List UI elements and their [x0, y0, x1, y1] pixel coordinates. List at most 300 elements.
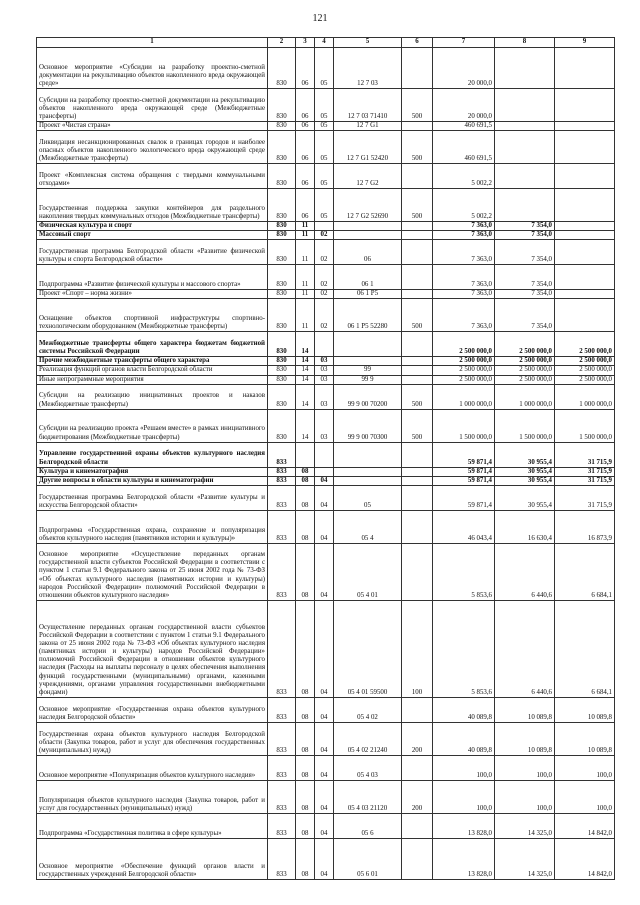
cell-v1: 59 871,4 — [433, 442, 495, 467]
cell-v3: 31 715,9 — [555, 467, 615, 476]
cell-v3: 2 500 000,0 — [555, 357, 615, 366]
cell-vr: 100 — [402, 600, 433, 697]
table-row — [37, 697, 615, 722]
cell-v3 — [555, 48, 615, 89]
cell-v2: 6 440,6 — [495, 543, 555, 600]
cell-name: Основное мероприятие «Государственная охрана объектов культурного наследия Белгородской области» — [37, 697, 268, 722]
cell-vr: 500 — [402, 409, 433, 442]
cell-rz: 14 — [296, 409, 315, 442]
cell-rz: 14 — [296, 357, 315, 366]
cell-csr — [334, 442, 402, 467]
cell-adm: 830 — [268, 222, 296, 231]
cell-vr — [402, 467, 433, 476]
cell-vr — [402, 813, 433, 838]
cell-adm: 833 — [268, 697, 296, 722]
cell-v2 — [495, 122, 555, 131]
cell-v1: 7 363,0 — [433, 240, 495, 265]
cell-v2: 30 955,4 — [495, 442, 555, 467]
cell-v1: 100,0 — [433, 755, 495, 780]
cell-vr — [402, 366, 433, 375]
cell-adm: 830 — [268, 231, 296, 240]
cell-csr: 05 6 — [334, 813, 402, 838]
cell-csr: 06 1 P5 52280 — [334, 299, 402, 332]
cell-adm: 830 — [268, 122, 296, 131]
cell-rz: 14 — [296, 332, 315, 357]
cell-v1: 7 363,0 — [433, 290, 495, 299]
cell-adm: 830 — [268, 131, 296, 164]
cell-vr — [402, 48, 433, 89]
cell-name: Массовый спорт — [37, 231, 268, 240]
cell-rz: 08 — [296, 476, 315, 485]
cell-rz: 08 — [296, 813, 315, 838]
cell-v3: 10 089,8 — [555, 697, 615, 722]
cell-pr: 05 — [315, 164, 334, 189]
cell-adm: 833 — [268, 600, 296, 697]
table-row — [37, 231, 615, 240]
cell-csr: 12 7 G2 — [334, 164, 402, 189]
cell-v1: 5 002,2 — [433, 189, 495, 222]
column-header: 7 — [433, 38, 495, 48]
cell-name: Проект «Комплексная система обращения с твердыми коммунальными отходами» — [37, 164, 268, 189]
cell-adm: 830 — [268, 299, 296, 332]
cell-rz: 11 — [296, 265, 315, 290]
cell-v2: 100,0 — [495, 755, 555, 780]
cell-rz: 06 — [296, 189, 315, 222]
cell-v3: 31 715,9 — [555, 485, 615, 510]
cell-pr: 05 — [315, 131, 334, 164]
cell-v2 — [495, 48, 555, 89]
table-row — [37, 189, 615, 222]
cell-v1: 46 043,4 — [433, 510, 495, 543]
table-row — [37, 89, 615, 122]
cell-rz: 08 — [296, 722, 315, 755]
cell-v1: 40 089,8 — [433, 697, 495, 722]
cell-name: Субсидии на разработку проектно-сметной документации на рекультивацию объектов накопленного вреда окружающей среде (Межбюджетные трансферты) — [37, 89, 268, 122]
cell-vr: 500 — [402, 299, 433, 332]
cell-vr: 200 — [402, 722, 433, 755]
cell-name: Популяризация объектов культурного наследия (Закупка товаров, работ и услуг для государственных (муниципальных) нужд) — [37, 780, 268, 813]
cell-csr: 12 7 G2 52690 — [334, 189, 402, 222]
cell-adm: 833 — [268, 722, 296, 755]
cell-name: Государственная поддержка закупки контейнеров для раздельного накопления твердых коммунальных отходов (Межбюджетные трансферты) — [37, 189, 268, 222]
cell-pr: 02 — [315, 299, 334, 332]
cell-csr: 06 1 P5 — [334, 290, 402, 299]
table-row — [37, 467, 615, 476]
cell-csr: 99 9 00 70200 — [334, 384, 402, 409]
cell-rz: 08 — [296, 755, 315, 780]
cell-name: Основное мероприятие «Обеспечение функций органов власти и государственных учреждений Белгородской области» — [37, 838, 268, 879]
cell-vr — [402, 543, 433, 600]
cell-v3: 6 684,1 — [555, 543, 615, 600]
cell-name: Межбюджетные трансферты общего характера бюджетам бюджетной системы Российской Федерации — [37, 332, 268, 357]
cell-csr — [334, 476, 402, 485]
cell-v1: 20 000,0 — [433, 89, 495, 122]
cell-adm: 833 — [268, 476, 296, 485]
cell-vr — [402, 442, 433, 467]
cell-v1: 5 853,6 — [433, 543, 495, 600]
cell-rz: 14 — [296, 375, 315, 384]
cell-v1: 7 363,0 — [433, 231, 495, 240]
cell-pr: 02 — [315, 290, 334, 299]
table-row — [37, 290, 615, 299]
cell-v3 — [555, 240, 615, 265]
column-header: 1 — [37, 38, 268, 48]
cell-pr: 03 — [315, 357, 334, 366]
table-row — [37, 164, 615, 189]
cell-v1: 59 871,4 — [433, 467, 495, 476]
cell-v3 — [555, 299, 615, 332]
cell-v2: 7 354,0 — [495, 231, 555, 240]
cell-v2: 7 354,0 — [495, 299, 555, 332]
cell-pr: 05 — [315, 89, 334, 122]
cell-csr: 99 9 — [334, 375, 402, 384]
column-header: 2 — [268, 38, 296, 48]
cell-name: Реализация функций органов власти Белгородской области — [37, 366, 268, 375]
cell-name: Подпрограмма «Государственная охрана, сохранение и популяризация объектов культурного наследия (памятников истории и культуры)» — [37, 510, 268, 543]
cell-v2 — [495, 164, 555, 189]
cell-pr: 04 — [315, 780, 334, 813]
cell-v3: 2 500 000,0 — [555, 375, 615, 384]
cell-v2: 100,0 — [495, 780, 555, 813]
cell-vr — [402, 290, 433, 299]
cell-vr — [402, 476, 433, 485]
cell-v1: 2 500 000,0 — [433, 366, 495, 375]
cell-csr — [334, 231, 402, 240]
header-row — [37, 38, 615, 48]
cell-v1: 13 828,0 — [433, 813, 495, 838]
cell-adm: 830 — [268, 384, 296, 409]
cell-rz: 06 — [296, 164, 315, 189]
cell-v2: 6 440,6 — [495, 600, 555, 697]
cell-v3 — [555, 265, 615, 290]
cell-v1: 7 363,0 — [433, 265, 495, 290]
table-row — [37, 357, 615, 366]
cell-vr — [402, 231, 433, 240]
cell-adm: 830 — [268, 357, 296, 366]
cell-csr — [334, 222, 402, 231]
table-row — [37, 131, 615, 164]
cell-csr: 05 — [334, 485, 402, 510]
cell-rz: 08 — [296, 510, 315, 543]
cell-vr — [402, 240, 433, 265]
cell-name: Управление государственной охраны объектов культурного наследия Белгородской области — [37, 442, 268, 467]
cell-csr — [334, 467, 402, 476]
cell-rz: 06 — [296, 48, 315, 89]
cell-v3: 31 715,9 — [555, 476, 615, 485]
table-row — [37, 813, 615, 838]
cell-rz: 11 — [296, 240, 315, 265]
cell-rz: 08 — [296, 485, 315, 510]
cell-adm: 833 — [268, 813, 296, 838]
cell-vr — [402, 332, 433, 357]
cell-vr: 500 — [402, 189, 433, 222]
table-row — [37, 409, 615, 442]
cell-adm: 830 — [268, 164, 296, 189]
cell-rz: 08 — [296, 780, 315, 813]
table-row — [37, 838, 615, 879]
cell-name: Оснащение объектов спортивной инфраструктуры спортивно-технологическим оборудованием (Межбюджетные трансферты) — [37, 299, 268, 332]
cell-v3 — [555, 231, 615, 240]
cell-vr — [402, 222, 433, 231]
cell-v1: 7 363,0 — [433, 299, 495, 332]
cell-v3 — [555, 122, 615, 131]
cell-name: Ликвидация несанкционированных свалок в границах городов и наиболее опасных объектов накопленного экологического вреда окружающей среде (Межбюджетные трансферты) — [37, 131, 268, 164]
cell-adm: 833 — [268, 838, 296, 879]
cell-vr — [402, 510, 433, 543]
cell-adm: 833 — [268, 755, 296, 780]
cell-csr: 05 4 01 59500 — [334, 600, 402, 697]
cell-rz — [296, 442, 315, 467]
cell-name: Прочие межбюджетные трансферты общего характера — [37, 357, 268, 366]
cell-v3 — [555, 89, 615, 122]
cell-v2: 30 955,4 — [495, 467, 555, 476]
cell-csr — [334, 357, 402, 366]
cell-name: Осуществление переданных органам государственной власти субъектов Российской Федерации в соответствии с пунктом 1 статьи 9.1 Федерального закона от 25 июня 2002 года № 73-ФЗ «Об объектах культурного наследия (памятниках истории и культуры) народов Российской Федерации» полномочий Российской Федерации в отношении объектов культурного наследия (Расходы на выплаты персоналу в целях обеспечения выполнения функций государственными (муниципальными) органами, казенными учреждениями, органами управления государственными внебюджетными фондами) — [37, 600, 268, 697]
cell-name: Субсидии на реализацию инициативных проектов и наказов (Межбюджетные трансферты) — [37, 384, 268, 409]
cell-csr: 06 — [334, 240, 402, 265]
cell-vr — [402, 122, 433, 131]
table-body — [37, 48, 615, 880]
cell-v1: 100,0 — [433, 780, 495, 813]
cell-csr: 12 7 03 71410 — [334, 89, 402, 122]
cell-csr: 05 4 — [334, 510, 402, 543]
cell-adm: 833 — [268, 510, 296, 543]
cell-pr: 04 — [315, 476, 334, 485]
cell-v2: 30 955,4 — [495, 485, 555, 510]
table-row — [37, 600, 615, 697]
cell-rz: 06 — [296, 122, 315, 131]
cell-rz: 06 — [296, 89, 315, 122]
cell-pr: 03 — [315, 375, 334, 384]
cell-v1: 460 691,5 — [433, 122, 495, 131]
cell-vr — [402, 265, 433, 290]
cell-v2: 7 354,0 — [495, 290, 555, 299]
cell-vr — [402, 357, 433, 366]
cell-v1: 20 000,0 — [433, 48, 495, 89]
cell-rz: 14 — [296, 384, 315, 409]
cell-v1: 13 828,0 — [433, 838, 495, 879]
cell-adm: 830 — [268, 290, 296, 299]
cell-v1: 2 500 000,0 — [433, 375, 495, 384]
cell-vr — [402, 755, 433, 780]
cell-v3: 1 000 000,0 — [555, 384, 615, 409]
cell-adm: 830 — [268, 89, 296, 122]
cell-pr: 04 — [315, 543, 334, 600]
cell-v2: 2 500 000,0 — [495, 375, 555, 384]
cell-rz: 11 — [296, 290, 315, 299]
cell-csr: 12 7 03 — [334, 48, 402, 89]
cell-pr: 02 — [315, 240, 334, 265]
table-row — [37, 510, 615, 543]
cell-rz: 11 — [296, 299, 315, 332]
cell-name: Основное мероприятие «Осуществление переданных органам государственной власти субъектов Российской Федерации в соответствии с пунктом 1 статьи 9.1 Федерального закона от 25 июня 2002 года № 73-ФЗ «Об объектах культурного наследия (памятниках истории и культуры) народов Российской Федерации» полномочий Российской Федерации в отношении объектов культурного наследия» — [37, 543, 268, 600]
cell-v3 — [555, 164, 615, 189]
cell-pr: 04 — [315, 510, 334, 543]
cell-v1: 5 853,6 — [433, 600, 495, 697]
cell-name: Культура и кинематография — [37, 467, 268, 476]
cell-rz: 14 — [296, 366, 315, 375]
table-row — [37, 240, 615, 265]
cell-v1: 7 363,0 — [433, 222, 495, 231]
cell-v2: 1 500 000,0 — [495, 409, 555, 442]
cell-v2 — [495, 131, 555, 164]
cell-v3: 100,0 — [555, 780, 615, 813]
table-row — [37, 543, 615, 600]
cell-v2: 2 500 000,0 — [495, 332, 555, 357]
cell-name: Проект «Чистая страна» — [37, 122, 268, 131]
cell-rz: 06 — [296, 131, 315, 164]
cell-vr: 200 — [402, 780, 433, 813]
cell-adm: 830 — [268, 375, 296, 384]
cell-vr — [402, 838, 433, 879]
cell-v2: 16 630,4 — [495, 510, 555, 543]
cell-v1: 59 871,4 — [433, 485, 495, 510]
cell-adm: 833 — [268, 442, 296, 467]
cell-v3: 2 500 000,0 — [555, 332, 615, 357]
table-row — [37, 48, 615, 89]
cell-v1: 2 500 000,0 — [433, 357, 495, 366]
cell-v2 — [495, 89, 555, 122]
cell-v3: 31 715,9 — [555, 442, 615, 467]
cell-v2: 1 000 000,0 — [495, 384, 555, 409]
budget-table — [36, 37, 615, 880]
cell-v1: 460 691,5 — [433, 131, 495, 164]
column-header: 8 — [495, 38, 555, 48]
table-row — [37, 222, 615, 231]
cell-csr — [334, 332, 402, 357]
cell-v2: 30 955,4 — [495, 476, 555, 485]
page-number: 121 — [312, 13, 328, 24]
cell-rz: 11 — [296, 231, 315, 240]
cell-adm: 830 — [268, 332, 296, 357]
table-row — [37, 384, 615, 409]
column-header: 9 — [555, 38, 615, 48]
table-row — [37, 375, 615, 384]
cell-v2: 2 500 000,0 — [495, 357, 555, 366]
cell-v2: 14 325,0 — [495, 813, 555, 838]
cell-name: Основное мероприятие «Субсидии на разработку проектно-сметной документации на рекультивацию объектов накопленного вреда окружающей среде» — [37, 48, 268, 89]
cell-v3: 100,0 — [555, 755, 615, 780]
cell-pr: 05 — [315, 48, 334, 89]
cell-adm: 830 — [268, 366, 296, 375]
cell-name: Субсидии на реализацию проекта «Решаем вместе» в рамках инициативного бюджетирования (Межбюджетные трансферты) — [37, 409, 268, 442]
cell-rz: 08 — [296, 600, 315, 697]
cell-name: Физическая культура и спорт — [37, 222, 268, 231]
cell-name: Подпрограмма «Развитие физической культуры и массового спорта» — [37, 265, 268, 290]
cell-vr: 500 — [402, 384, 433, 409]
cell-csr: 12 7 G1 — [334, 122, 402, 131]
cell-csr: 12 7 G1 52420 — [334, 131, 402, 164]
table-row — [37, 485, 615, 510]
cell-adm: 830 — [268, 240, 296, 265]
cell-vr — [402, 375, 433, 384]
cell-csr: 05 4 03 21120 — [334, 780, 402, 813]
column-header: 6 — [402, 38, 433, 48]
cell-name: Проект «Спорт – норма жизни» — [37, 290, 268, 299]
cell-v3: 16 873,9 — [555, 510, 615, 543]
cell-pr: 05 — [315, 189, 334, 222]
cell-csr: 05 4 01 — [334, 543, 402, 600]
cell-adm: 833 — [268, 467, 296, 476]
cell-v3: 2 500 000,0 — [555, 366, 615, 375]
cell-csr: 05 4 02 — [334, 697, 402, 722]
cell-pr — [315, 442, 334, 467]
cell-v2: 7 354,0 — [495, 240, 555, 265]
cell-adm: 830 — [268, 48, 296, 89]
cell-name: Подпрограмма «Государственная политика в сфере культуры» — [37, 813, 268, 838]
cell-v3: 10 089,8 — [555, 722, 615, 755]
cell-adm: 830 — [268, 265, 296, 290]
cell-v3 — [555, 222, 615, 231]
cell-v3: 1 500 000,0 — [555, 409, 615, 442]
table-row — [37, 299, 615, 332]
cell-v1: 59 871,4 — [433, 476, 495, 485]
cell-rz: 08 — [296, 838, 315, 879]
cell-pr — [315, 332, 334, 357]
cell-v3: 6 684,1 — [555, 600, 615, 697]
cell-vr — [402, 485, 433, 510]
cell-v3 — [555, 290, 615, 299]
cell-v2: 10 089,8 — [495, 722, 555, 755]
cell-pr: 04 — [315, 697, 334, 722]
cell-vr — [402, 697, 433, 722]
cell-adm: 830 — [268, 189, 296, 222]
cell-csr: 05 4 02 21240 — [334, 722, 402, 755]
cell-v1: 40 089,8 — [433, 722, 495, 755]
cell-name: Иные непрограммные мероприятия — [37, 375, 268, 384]
cell-v2: 2 500 000,0 — [495, 366, 555, 375]
cell-pr: 02 — [315, 265, 334, 290]
column-header: 5 — [334, 38, 402, 48]
column-header: 3 — [296, 38, 315, 48]
cell-pr: 05 — [315, 122, 334, 131]
cell-name: Государственная программа Белгородской области «Развитие культуры и искусства Белгородской области» — [37, 485, 268, 510]
table-row — [37, 265, 615, 290]
table-row — [37, 722, 615, 755]
cell-csr: 05 4 03 — [334, 755, 402, 780]
cell-adm: 833 — [268, 485, 296, 510]
cell-name: Другие вопросы в области культуры и кинематографии — [37, 476, 268, 485]
cell-rz: 08 — [296, 543, 315, 600]
cell-v2: 14 325,0 — [495, 838, 555, 879]
cell-pr: 02 — [315, 231, 334, 240]
table-row — [37, 366, 615, 375]
cell-pr — [315, 222, 334, 231]
cell-v2: 7 354,0 — [495, 265, 555, 290]
cell-v3 — [555, 131, 615, 164]
cell-vr: 500 — [402, 89, 433, 122]
cell-v3: 14 842,0 — [555, 838, 615, 879]
cell-v1: 1 000 000,0 — [433, 384, 495, 409]
cell-rz: 11 — [296, 222, 315, 231]
cell-v2: 7 354,0 — [495, 222, 555, 231]
table-row — [37, 332, 615, 357]
cell-pr: 04 — [315, 722, 334, 755]
cell-csr: 99 — [334, 366, 402, 375]
cell-pr: 03 — [315, 366, 334, 375]
table-row — [37, 122, 615, 131]
cell-vr: 500 — [402, 131, 433, 164]
cell-pr: 04 — [315, 755, 334, 780]
cell-csr: 06 1 — [334, 265, 402, 290]
cell-rz: 08 — [296, 467, 315, 476]
cell-csr: 05 6 01 — [334, 838, 402, 879]
cell-name: Государственная охрана объектов культурного наследия Белгородской области (Закупка товаров, работ и услуг для обеспечения государственных (муниципальных) нужд) — [37, 722, 268, 755]
table-row — [37, 780, 615, 813]
table-row — [37, 755, 615, 780]
cell-v2 — [495, 189, 555, 222]
cell-rz: 08 — [296, 697, 315, 722]
